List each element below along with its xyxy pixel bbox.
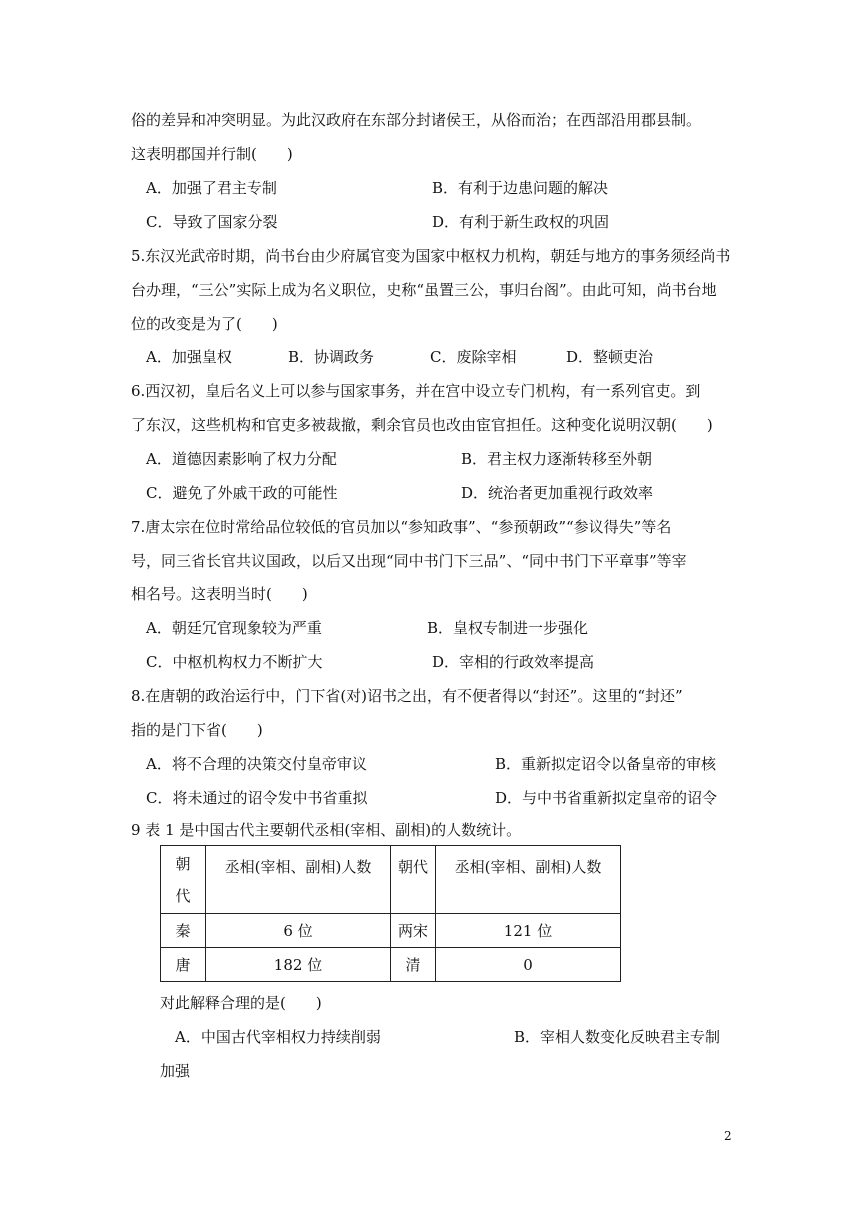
option-c: C．中枢机构权力不断扩大 xyxy=(146,653,323,671)
option-c: C．导致了国家分裂 xyxy=(146,213,278,231)
table-row xyxy=(161,948,621,982)
option-a: A．朝廷冗官现象较为严重 xyxy=(146,619,322,637)
question-8: 8.在唐朝的政治运行中，门下省(对)诏书之出，有不便者得以“封还”。这里的“封还” xyxy=(131,687,683,705)
text-line: 号，同三省长官共议国政，以后又出现“同中书门下三品”、“同中书门下平章事”等宰 xyxy=(131,552,687,570)
table-cell: 0 xyxy=(436,948,621,982)
option-c: C．避免了外戚干政的可能性 xyxy=(146,484,338,502)
option-d: D．整顿吏治 xyxy=(566,348,654,366)
option-a: A．将不合理的决策交付皇帝审议 xyxy=(146,755,367,773)
question-6: 6.西汉初，皇后名义上可以参与国家事务，并在宫中设立专门机构，有一系列官吏。到 xyxy=(131,382,701,400)
option-b: B．有利于边患问题的解决 xyxy=(432,179,609,197)
option-a: A．道德因素影响了权力分配 xyxy=(146,450,337,468)
text-line: 对此解释合理的是( ) xyxy=(160,994,322,1012)
option-b: B．宰相人数变化反映君主专制 xyxy=(514,1028,721,1046)
text-line: 位的改变是为了( ) xyxy=(131,315,278,333)
table-cell: 6 位 xyxy=(206,914,391,948)
option-d: D．宰相的行政效率提高 xyxy=(432,653,595,671)
option-c: C．废除宰相 xyxy=(430,348,517,366)
option-d: D．统治者更加重视行政效率 xyxy=(461,484,654,502)
option-b: B．重新拟定诏令以备皇帝的审核 xyxy=(495,755,717,773)
table-cell: 两宋 xyxy=(391,914,436,948)
table-header-cell: 朝 代 xyxy=(161,846,206,914)
table-header-cell: 朝代 xyxy=(391,846,436,914)
text-line: 加强 xyxy=(160,1062,191,1080)
text-line: 台办理，“三公”实际上成为名义职位，史称“虽置三公，事归台阁”。由此可知，尚书台地 xyxy=(131,281,717,299)
table-row xyxy=(161,914,621,948)
option-c: C．将未通过的诏令发中书省重拟 xyxy=(146,789,368,807)
question-7: 7.唐太宗在位时常给品位较低的官员加以“参知政事”、“参预朝政”“参议得失”等名 xyxy=(131,518,672,536)
table-header-cell: 丞相(宰相、副相)人数 xyxy=(436,846,621,914)
table-cell: 清 xyxy=(391,948,436,982)
text-line: 相名号。这表明当时( ) xyxy=(131,585,308,603)
option-a: A．加强皇权 xyxy=(146,348,232,366)
option-d: D．有利于新生政权的巩固 xyxy=(432,213,610,231)
text-line: 这表明郡国并行制( ) xyxy=(131,145,293,163)
question-9: 9 表 1 是中国古代主要朝代丞相(宰相、副相)的人数统计。 xyxy=(131,821,522,839)
option-a: A．加强了君主专制 xyxy=(146,179,277,197)
statistics-table xyxy=(160,845,621,982)
option-b: B．皇权专制进一步强化 xyxy=(427,619,589,637)
table-cell: 121 位 xyxy=(436,914,621,948)
option-b: B．君主权力逐渐转移至外朝 xyxy=(461,450,653,468)
page-number: 2 xyxy=(724,1129,732,1143)
option-d: D．与中书省重新拟定皇帝的诏令 xyxy=(495,789,718,807)
option-a: A．中国古代宰相权力持续削弱 xyxy=(175,1028,381,1046)
table-header-row xyxy=(161,846,621,914)
text-line: 指的是门下省( ) xyxy=(131,721,263,739)
question-5: 5.东汉光武帝时期，尚书台由少府属官变为国家中枢权力机构，朝廷与地方的事务须经尚书 xyxy=(131,247,731,265)
text-line: 了东汉，这些机构和官吏多被裁撤，剩余官员也改由宦官担任。这种变化说明汉朝( ) xyxy=(131,416,713,434)
option-b: B．协调政务 xyxy=(288,348,375,366)
text-line: 俗的差异和冲突明显。为此汉政府在东部分封诸侯王，从俗而治；在西部沿用郡县制。 xyxy=(131,111,702,129)
table-cell: 182 位 xyxy=(206,948,391,982)
table-cell: 秦 xyxy=(161,914,206,948)
table-cell: 唐 xyxy=(161,948,206,982)
table-header-cell: 丞相(宰相、副相)人数 xyxy=(206,846,391,914)
